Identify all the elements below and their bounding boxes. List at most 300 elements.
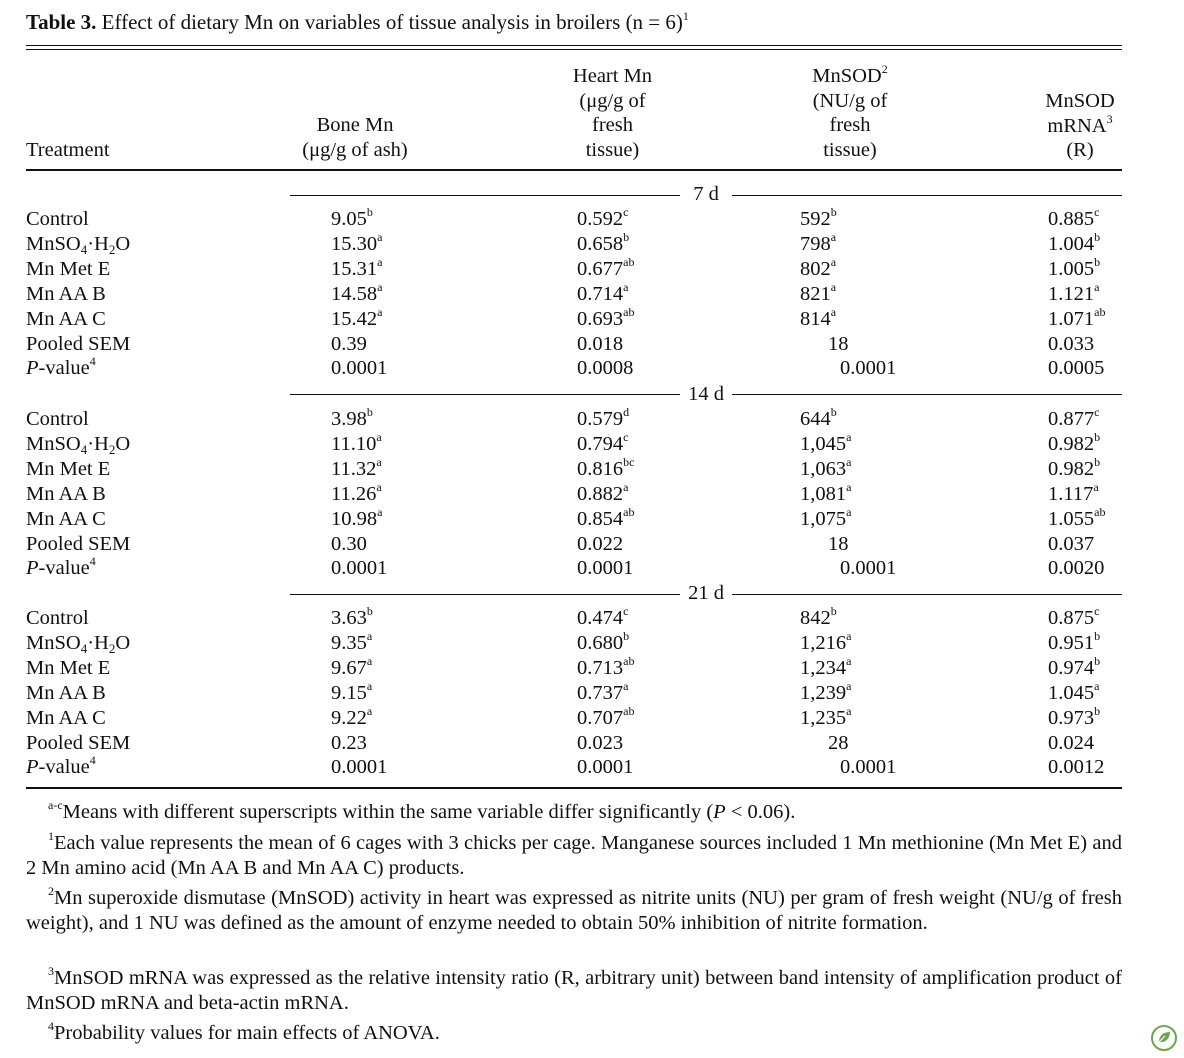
treatment-label: Control bbox=[26, 208, 89, 230]
mnsod-cell-value: 1,081 bbox=[800, 482, 847, 505]
bone-mn-cell-value: 10.98 bbox=[331, 507, 378, 530]
treatment-subscript: 2 bbox=[108, 441, 116, 457]
mnsod-cell-superscript: b bbox=[830, 604, 837, 618]
footnote-significance bbox=[48, 800, 1122, 825]
mrna-cell bbox=[1048, 454, 1101, 482]
mrna-cell-value: 0.0020 bbox=[1048, 557, 1105, 580]
table-row bbox=[0, 703, 1184, 731]
mnsod-cell-superscript: a bbox=[846, 429, 852, 444]
heart-mn-cell-superscript: c bbox=[623, 604, 629, 618]
heart-mn-cell bbox=[577, 229, 630, 257]
treatment-cell bbox=[26, 556, 96, 581]
table-row bbox=[0, 479, 1184, 507]
mrna-cell-value: 0.885 bbox=[1048, 208, 1095, 230]
mrna-cell-superscript: a bbox=[1094, 279, 1100, 294]
mrna-cell bbox=[1048, 254, 1101, 282]
mrna-cell-superscript: ab bbox=[1094, 504, 1106, 519]
mnsod-cell bbox=[800, 678, 852, 706]
treatment-label: Control bbox=[26, 408, 89, 430]
treatment-label: Pooled SEM bbox=[26, 532, 131, 555]
mnsod-cell-value: 1,216 bbox=[800, 631, 847, 654]
mnsod-cell bbox=[800, 653, 852, 681]
heart-mn-cell bbox=[577, 207, 628, 232]
mnsod-cell-value: 1,045 bbox=[800, 432, 847, 455]
heart-mn-cell-value: 0.714 bbox=[577, 282, 624, 305]
treatment-cell bbox=[26, 482, 106, 507]
bone-mn-cell bbox=[331, 755, 387, 780]
mrna-cell bbox=[1048, 703, 1101, 731]
mnsod-cell-superscript: b bbox=[830, 405, 837, 419]
heart-mn-cell-value: 0.693 bbox=[577, 307, 624, 330]
treatment-label-tail: -value bbox=[38, 357, 90, 380]
heart-mn-cell-value: 0.023 bbox=[577, 731, 624, 754]
bone-mn-cell-value: 15.30 bbox=[331, 232, 378, 255]
header-mrna-line1: MnSOD bbox=[1045, 90, 1115, 112]
header-mnsod-line4: tissue) bbox=[823, 138, 877, 161]
bone-mn-cell bbox=[331, 606, 373, 631]
mrna-cell-value: 0.0005 bbox=[1048, 357, 1105, 380]
mnsod-cell-value: 802 bbox=[800, 257, 831, 280]
bone-mn-cell-value: 0.0001 bbox=[331, 557, 388, 580]
bone-mn-cell-superscript: a bbox=[377, 504, 383, 519]
bone-mn-cell-value: 15.42 bbox=[331, 307, 378, 330]
treatment-cell bbox=[26, 207, 89, 232]
heart-mn-cell bbox=[577, 628, 630, 656]
heart-mn-cell bbox=[577, 304, 635, 332]
mrna-cell-value: 0.982 bbox=[1048, 457, 1095, 480]
footnote-2 bbox=[26, 886, 1122, 935]
mnsod-cell-superscript: a bbox=[830, 229, 837, 244]
treatment-footnote-mark: 4 bbox=[89, 554, 96, 569]
treatment-cell bbox=[26, 507, 106, 532]
mrna-cell bbox=[1048, 332, 1094, 357]
treatment-label-tail: ·H bbox=[87, 432, 109, 455]
bone-mn-cell-superscript: b bbox=[366, 205, 373, 219]
treatment-cell bbox=[26, 706, 106, 731]
heart-mn-cell bbox=[577, 653, 635, 681]
table-row bbox=[0, 504, 1184, 532]
treatment-label-tail: ·H bbox=[87, 631, 109, 654]
footnote-4-text: Probability values for main effects of ANOVA. bbox=[54, 1022, 440, 1044]
mnsod-cell-value: 814 bbox=[800, 307, 831, 330]
bone-mn-cell bbox=[331, 407, 373, 432]
mnsod-cell bbox=[800, 628, 852, 656]
mrna-cell-value: 1.121 bbox=[1048, 282, 1095, 305]
mrna-cell-value: 0.951 bbox=[1048, 631, 1095, 654]
treatment-label: Control bbox=[26, 607, 89, 629]
mrna-cell-value: 0.037 bbox=[1048, 532, 1095, 555]
heart-mn-cell-superscript: a bbox=[623, 279, 629, 294]
mrna-cell bbox=[1048, 678, 1100, 706]
treatment-cell bbox=[26, 606, 89, 631]
mrna-cell-value: 0.974 bbox=[1048, 656, 1095, 679]
mrna-cell-superscript: b bbox=[1094, 254, 1101, 269]
header-bottom-rule bbox=[26, 169, 1122, 171]
footnote-1-text: Each value represents the mean of 6 cages with 3 chicks per cage. Manganese sources included 1 Mn methionine (Mn Met E) and 2 Mn amino acid (Mn AA B and Mn AA C) products. bbox=[26, 832, 1122, 879]
footnote-3 bbox=[26, 966, 1122, 1015]
mnsod-cell-superscript: a bbox=[846, 504, 852, 519]
mrna-cell-superscript: a bbox=[1093, 479, 1099, 494]
mnsod-cell-superscript: a bbox=[830, 304, 837, 319]
mrna-cell-value: 0.875 bbox=[1048, 607, 1095, 629]
treatment-label-end: O bbox=[115, 432, 131, 455]
period-label-7d: 7 d bbox=[680, 183, 732, 205]
mrna-cell-superscript: c bbox=[1094, 604, 1100, 618]
heart-mn-cell-value: 0.579 bbox=[577, 408, 624, 430]
header-mnsod-line1-wrap bbox=[780, 64, 920, 89]
mrna-cell bbox=[1048, 304, 1106, 332]
mrna-cell-superscript: b bbox=[1094, 703, 1101, 718]
table-row bbox=[0, 254, 1184, 282]
heart-mn-cell-value: 0.882 bbox=[577, 482, 624, 505]
header-mnsod-line1: MnSOD bbox=[812, 65, 882, 87]
heart-mn-cell bbox=[577, 731, 623, 756]
table-row bbox=[0, 332, 1184, 357]
heart-mn-cell bbox=[577, 254, 635, 282]
table-row bbox=[0, 356, 1184, 381]
heart-mn-cell bbox=[577, 356, 633, 381]
heart-mn-cell-value: 0.707 bbox=[577, 706, 624, 729]
treatment-cell bbox=[26, 656, 110, 681]
treatment-label: Pooled SEM bbox=[26, 731, 131, 754]
mnsod-cell-value: 1,063 bbox=[800, 457, 847, 480]
treatment-label: Mn Met E bbox=[26, 656, 111, 679]
heart-mn-cell bbox=[577, 678, 629, 706]
mrna-cell-superscript: b bbox=[1094, 229, 1101, 244]
mrna-cell bbox=[1048, 479, 1099, 507]
heart-mn-cell-superscript: b bbox=[623, 229, 630, 244]
heart-mn-cell-value: 0.680 bbox=[577, 631, 624, 654]
treatment-cell bbox=[26, 232, 130, 257]
treatment-label: Pooled SEM bbox=[26, 332, 131, 355]
bone-mn-cell-value: 0.23 bbox=[331, 731, 367, 754]
mnsod-cell-superscript: a bbox=[846, 454, 852, 469]
treatment-cell bbox=[26, 731, 130, 756]
mnsod-cell bbox=[828, 731, 849, 756]
bone-mn-cell-value: 3.63 bbox=[331, 607, 367, 629]
bone-mn-cell-superscript: b bbox=[366, 405, 373, 419]
heart-mn-cell-superscript: a bbox=[623, 479, 629, 494]
mrna-cell bbox=[1048, 279, 1100, 307]
treatment-subscript: 4 bbox=[80, 441, 88, 457]
mrna-cell-value: 1.045 bbox=[1048, 681, 1095, 704]
mrna-cell bbox=[1048, 504, 1106, 532]
mnsod-cell-value: 28 bbox=[828, 731, 849, 754]
heart-mn-cell bbox=[577, 332, 623, 357]
mrna-cell bbox=[1048, 755, 1104, 780]
heart-mn-cell-value: 0.0001 bbox=[577, 756, 634, 779]
mnsod-cell-superscript: a bbox=[846, 479, 852, 494]
header-heart-line4: tissue) bbox=[585, 138, 640, 161]
treatment-footnote-mark: 4 bbox=[89, 354, 96, 369]
heart-mn-cell bbox=[577, 606, 628, 631]
mnsod-cell-value: 18 bbox=[828, 532, 849, 555]
mnsod-cell bbox=[800, 479, 852, 507]
bone-mn-cell-superscript: a bbox=[376, 454, 382, 469]
table-caption bbox=[26, 10, 689, 35]
mnsod-cell-superscript: a bbox=[846, 678, 852, 693]
treatment-cell bbox=[26, 407, 89, 432]
header-treatment bbox=[26, 138, 110, 163]
header-mrna-sup: 3 bbox=[1106, 111, 1113, 126]
treatment-label-end: O bbox=[115, 631, 131, 654]
leaf-logo-icon bbox=[1150, 1024, 1178, 1052]
mnsod-cell bbox=[840, 755, 896, 780]
treatment-subscript: 2 bbox=[108, 241, 116, 257]
mrna-cell-value: 1.004 bbox=[1048, 232, 1095, 255]
mrna-cell-superscript: a bbox=[1094, 678, 1100, 693]
mnsod-cell-value: 0.0001 bbox=[840, 557, 897, 580]
treatment-label: MnSO bbox=[26, 232, 81, 255]
header-treatment-text: Treatment bbox=[26, 139, 110, 161]
heart-mn-cell-value: 0.737 bbox=[577, 681, 624, 704]
mrna-cell-value: 0.973 bbox=[1048, 706, 1095, 729]
heart-mn-cell-value: 0.816 bbox=[577, 457, 624, 480]
mnsod-cell-value: 592 bbox=[800, 208, 831, 230]
mrna-cell bbox=[1048, 653, 1101, 681]
mnsod-cell-value: 1,075 bbox=[800, 507, 847, 530]
header-bone-line2: (μg/g of ash) bbox=[302, 138, 408, 161]
mrna-cell-superscript: ab bbox=[1094, 304, 1106, 319]
heart-mn-cell bbox=[577, 532, 623, 557]
heart-mn-cell-superscript: c bbox=[623, 205, 629, 219]
bone-mn-cell-value: 11.32 bbox=[331, 457, 377, 480]
bone-mn-cell-value: 9.05 bbox=[331, 208, 367, 230]
mrna-cell-superscript: b bbox=[1094, 454, 1101, 469]
table-row bbox=[0, 532, 1184, 557]
mrna-cell bbox=[1048, 207, 1099, 232]
mrna-cell bbox=[1048, 556, 1104, 581]
footnote-significance-mark: a-c bbox=[48, 798, 63, 812]
mrna-cell-value: 0.033 bbox=[1048, 332, 1095, 355]
heart-mn-cell-superscript: bc bbox=[623, 454, 635, 469]
bone-mn-cell bbox=[331, 207, 373, 232]
mrna-cell-value: 1.005 bbox=[1048, 257, 1095, 280]
heart-mn-cell-value: 0.0001 bbox=[577, 557, 634, 580]
mrna-cell-value: 0.0012 bbox=[1048, 756, 1105, 779]
footnote-significance-tail: < 0.06). bbox=[725, 801, 796, 823]
heart-mn-cell bbox=[577, 429, 629, 457]
header-heart-line2: (μg/g of bbox=[579, 89, 646, 112]
treatment-subscript: 4 bbox=[80, 640, 88, 656]
mnsod-cell bbox=[800, 504, 852, 532]
treatment-label-tail: ·H bbox=[87, 232, 109, 255]
treatment-label: Mn AA B bbox=[26, 282, 106, 305]
table-row bbox=[0, 628, 1184, 656]
bone-mn-cell bbox=[331, 356, 387, 381]
treatment-label-end: O bbox=[115, 232, 131, 255]
header-mnsod-line3: fresh bbox=[829, 114, 871, 136]
heart-mn-cell-value: 0.018 bbox=[577, 332, 624, 355]
mrna-cell bbox=[1048, 229, 1101, 257]
treatment-cell bbox=[26, 681, 106, 706]
bone-mn-cell-superscript: a bbox=[366, 678, 373, 693]
bone-mn-cell bbox=[331, 454, 382, 482]
treatment-label: Mn AA C bbox=[26, 307, 106, 330]
heart-mn-cell-superscript: ab bbox=[623, 504, 635, 519]
header-mrna-line3: (R) bbox=[1066, 139, 1094, 161]
mrna-cell-superscript: b bbox=[1094, 429, 1101, 444]
treatment-cell bbox=[26, 631, 130, 656]
mnsod-cell-value: 1,235 bbox=[800, 706, 847, 729]
mnsod-cell-superscript: a bbox=[846, 653, 852, 668]
treatment-label: Mn Met E bbox=[26, 457, 111, 480]
heart-mn-cell bbox=[577, 454, 635, 482]
mnsod-cell-value: 0.0001 bbox=[840, 756, 897, 779]
mrna-cell-value: 1.117 bbox=[1048, 482, 1094, 505]
bone-mn-cell bbox=[331, 479, 382, 507]
footnote-2-mark: 2 bbox=[48, 884, 54, 898]
heart-mn-cell-value: 0.713 bbox=[577, 656, 624, 679]
bone-mn-cell bbox=[331, 628, 373, 656]
table-row bbox=[0, 279, 1184, 307]
mrna-cell bbox=[1048, 628, 1101, 656]
mnsod-cell-superscript: a bbox=[830, 279, 837, 294]
mnsod-cell bbox=[800, 229, 837, 257]
table-row bbox=[0, 207, 1184, 232]
table-row bbox=[0, 407, 1184, 432]
mnsod-cell bbox=[828, 332, 849, 357]
treatment-label: Mn AA B bbox=[26, 482, 106, 505]
mrna-cell-value: 1.055 bbox=[1048, 507, 1095, 530]
mnsod-cell bbox=[840, 356, 896, 381]
mrna-cell bbox=[1048, 606, 1099, 631]
bone-mn-cell bbox=[331, 504, 383, 532]
table-row bbox=[0, 755, 1184, 780]
bone-mn-cell bbox=[331, 678, 373, 706]
bone-mn-cell bbox=[331, 556, 387, 581]
mnsod-cell-value: 0.0001 bbox=[840, 357, 897, 380]
heart-mn-cell-superscript: b bbox=[623, 628, 630, 643]
heart-mn-cell bbox=[577, 407, 629, 432]
bone-mn-cell-value: 14.58 bbox=[331, 282, 378, 305]
mrna-cell-value: 0.982 bbox=[1048, 432, 1095, 455]
header-mnsod-line2: (NU/g of bbox=[812, 89, 888, 112]
bone-mn-cell-value: 11.10 bbox=[331, 432, 377, 455]
bone-mn-cell-value: 15.31 bbox=[331, 257, 378, 280]
header-heart-line1: Heart Mn bbox=[572, 65, 653, 87]
bone-mn-cell bbox=[331, 731, 367, 756]
period-label-21d: 21 d bbox=[680, 582, 732, 604]
treatment-cell bbox=[26, 457, 110, 482]
heart-mn-cell bbox=[577, 479, 629, 507]
bone-mn-cell bbox=[331, 532, 367, 557]
treatment-cell bbox=[26, 755, 96, 780]
mnsod-cell bbox=[800, 429, 852, 457]
mnsod-cell-value: 18 bbox=[828, 332, 849, 355]
bone-mn-cell-value: 0.39 bbox=[331, 332, 367, 355]
mnsod-cell bbox=[800, 703, 852, 731]
mnsod-cell-value: 798 bbox=[800, 232, 831, 255]
treatment-subscript: 2 bbox=[108, 640, 116, 656]
heart-mn-cell-value: 0.022 bbox=[577, 532, 624, 555]
mnsod-cell bbox=[800, 207, 837, 232]
treatment-label: MnSO bbox=[26, 432, 81, 455]
heart-mn-cell-value: 0.677 bbox=[577, 257, 624, 280]
treatment-label: Mn AA B bbox=[26, 681, 106, 704]
table-row bbox=[0, 731, 1184, 756]
bone-mn-cell-superscript: a bbox=[377, 229, 383, 244]
table-row bbox=[0, 653, 1184, 681]
table-row bbox=[0, 606, 1184, 631]
footnote-2-text: Mn superoxide dismutase (MnSOD) activity in heart was expressed as nitrite units (NU) per gram of fresh weight (NU/g of fresh weight), and 1 NU was defined as the amount of enzyme needed to obtain 50% inhibition of nitrite formation. bbox=[26, 887, 1122, 934]
mnsod-cell-value: 1,234 bbox=[800, 656, 847, 679]
header-heart-mn bbox=[540, 64, 685, 162]
mnsod-cell-superscript: a bbox=[846, 628, 852, 643]
mrna-cell bbox=[1048, 429, 1101, 457]
footnote-3-mark: 3 bbox=[48, 964, 54, 978]
table-row bbox=[0, 229, 1184, 257]
treatment-cell bbox=[26, 432, 130, 457]
treatment-label: P bbox=[26, 557, 39, 580]
heart-mn-cell-value: 0.592 bbox=[577, 208, 624, 230]
table-row bbox=[0, 556, 1184, 581]
header-bone-line1: Bone Mn bbox=[316, 114, 394, 136]
bone-mn-cell-value: 9.35 bbox=[331, 631, 367, 654]
mnsod-cell bbox=[800, 606, 837, 631]
mrna-cell bbox=[1048, 407, 1099, 432]
heart-mn-cell-value: 0.854 bbox=[577, 507, 624, 530]
bone-mn-cell-value: 9.15 bbox=[331, 681, 367, 704]
mnsod-cell-superscript: a bbox=[846, 703, 852, 718]
header-mnsod-sup: 2 bbox=[881, 62, 888, 76]
bone-mn-cell-superscript: a bbox=[366, 653, 373, 668]
bone-mn-cell-superscript: b bbox=[366, 604, 373, 618]
heart-mn-cell bbox=[577, 504, 635, 532]
heart-mn-cell bbox=[577, 279, 629, 307]
heart-mn-cell-superscript: d bbox=[623, 405, 630, 419]
bone-mn-cell bbox=[331, 332, 367, 357]
mrna-cell-superscript: c bbox=[1094, 205, 1100, 219]
heart-mn-cell-superscript: ab bbox=[623, 653, 635, 668]
treatment-cell bbox=[26, 356, 96, 381]
bone-mn-cell-superscript: a bbox=[376, 429, 382, 444]
mnsod-cell-value: 842 bbox=[800, 607, 831, 629]
footnote-1-mark: 1 bbox=[48, 829, 54, 843]
table-row bbox=[0, 678, 1184, 706]
treatment-label: Mn AA C bbox=[26, 507, 106, 530]
heart-mn-cell-superscript: ab bbox=[623, 304, 635, 319]
header-mrna-line2: mRNA bbox=[1047, 114, 1107, 137]
treatment-label: MnSO bbox=[26, 631, 81, 654]
bone-mn-cell-superscript: a bbox=[377, 254, 383, 269]
header-mrna-line2-wrap bbox=[1030, 111, 1130, 139]
mnsod-cell-superscript: a bbox=[830, 254, 837, 269]
mrna-cell-value: 0.877 bbox=[1048, 408, 1095, 430]
mrna-cell bbox=[1048, 356, 1104, 381]
header-heart-line3: fresh bbox=[592, 114, 633, 136]
treatment-cell bbox=[26, 307, 106, 332]
bone-mn-cell bbox=[331, 429, 382, 457]
mrna-cell-superscript: b bbox=[1094, 628, 1101, 643]
mnsod-cell bbox=[840, 556, 896, 581]
treatment-label: P bbox=[26, 357, 39, 380]
bone-mn-cell bbox=[331, 304, 383, 332]
table-row bbox=[0, 304, 1184, 332]
treatment-label: P bbox=[26, 756, 39, 779]
table-row bbox=[0, 429, 1184, 457]
heart-mn-cell-superscript: ab bbox=[623, 703, 635, 718]
mnsod-cell bbox=[800, 279, 837, 307]
bone-mn-cell-value: 11.26 bbox=[331, 482, 377, 505]
mrna-cell-superscript: b bbox=[1094, 653, 1101, 668]
footnote-significance-text: Means with different superscripts within the same variable differ significantly ( bbox=[62, 801, 714, 823]
heart-mn-cell-value: 0.0008 bbox=[577, 357, 634, 380]
table-row bbox=[0, 454, 1184, 482]
mrna-cell-superscript: c bbox=[1094, 405, 1100, 419]
top-rule-1 bbox=[26, 45, 1122, 46]
bone-mn-cell-superscript: a bbox=[366, 703, 373, 718]
